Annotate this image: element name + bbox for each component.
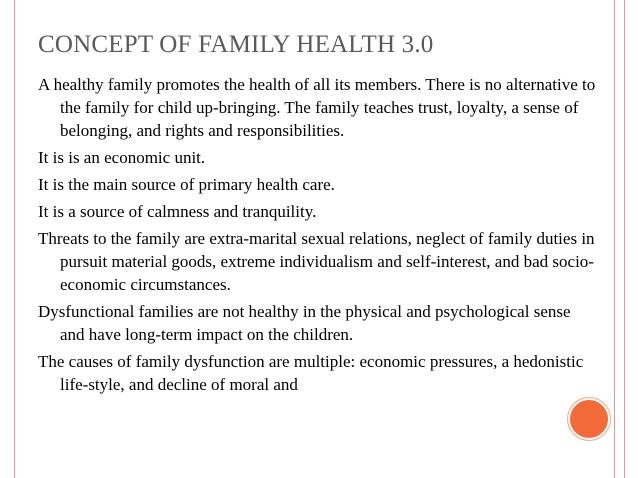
right-border-inner-line	[614, 0, 615, 478]
bullet-item: The causes of family dysfunction are multiple: economic pressures, a hedonistic life-style, and decline of moral and	[38, 352, 584, 394]
bullet-item: It is the main source of primary health care.	[38, 175, 335, 194]
left-border-line	[14, 0, 15, 478]
slide-title: CONCEPT OF FAMILY HEALTH 3.0	[38, 31, 434, 58]
orange-circle-decoration	[568, 398, 610, 440]
right-border-outer-line	[624, 0, 625, 478]
bullet-item: Threats to the family are extra-marital sexual relations, neglect of family duties in pursuit material goods, extreme individualism and self-interest, and bad socio-economic circumstances.	[38, 229, 595, 294]
bullet-list	[38, 73, 598, 400]
bullet-item: It is is an economic unit.	[38, 148, 206, 167]
bullet-item: A healthy family promotes the health of all its members. There is no alternative to the family for child up-bringing. The family teaches trust, loyalty, a sense of belonging, and rights and responsibilities.	[38, 75, 596, 140]
bullet-item: It is a source of calmness and tranquility.	[38, 202, 317, 221]
bullet-item: Dysfunctional families are not healthy in the physical and psychological sense and have long-term impact on the children.	[38, 302, 571, 344]
